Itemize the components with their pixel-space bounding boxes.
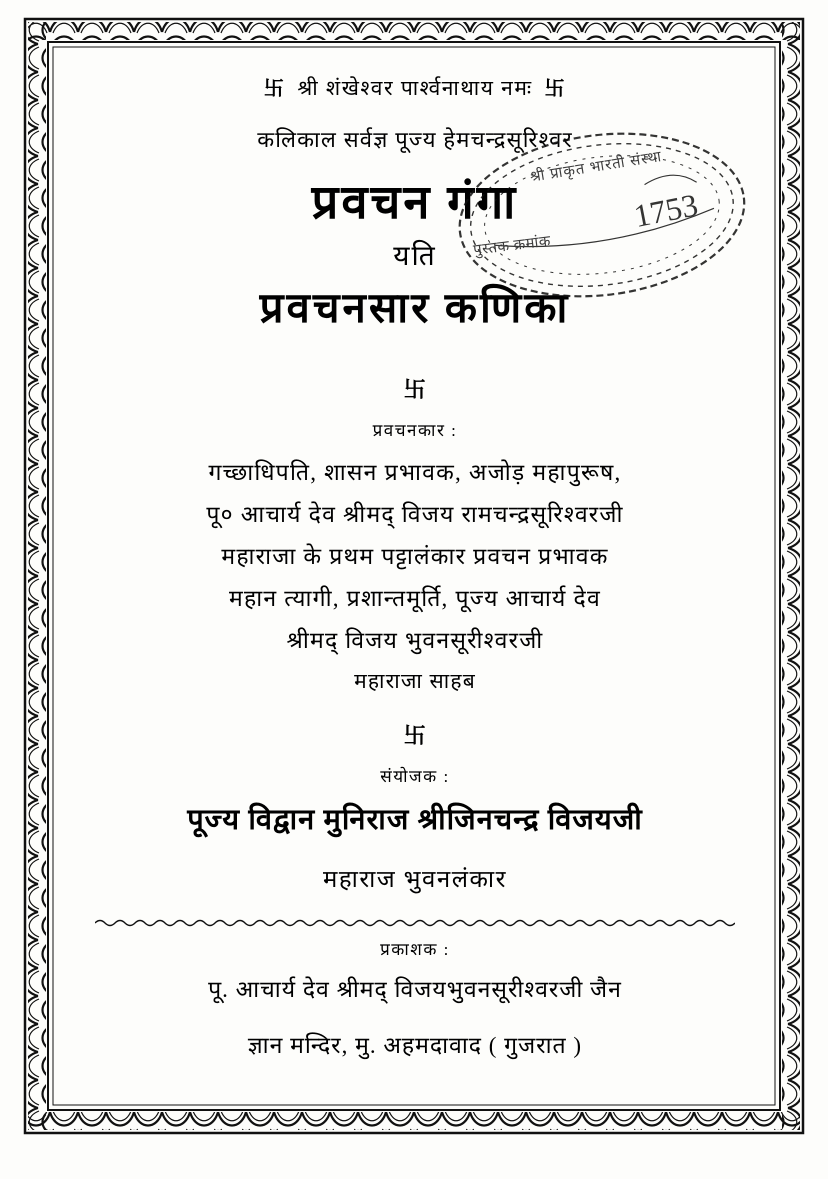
discourser-line: गच्छाधिपति, शासन प्रभावक, अजोड़ महापुरूष,: [208, 460, 622, 485]
page-subtitle: प्रवचनसार कणिका: [259, 286, 571, 332]
compiler-name: पूज्य विद्वान मुनिराज श्रीजिनचन्द्र विजयजी: [187, 804, 643, 836]
swastik-icon-separator-2: 卐: [403, 724, 427, 749]
wavy-divider: [95, 917, 735, 929]
stamp-organization: श्री प्राकृत भारती संस्था: [528, 149, 664, 186]
compiler-subtitle: महाराज भुवनलंकार: [323, 867, 507, 893]
discourser-line: पू० आचार्य देव श्रीमद् विजय रामचन्द्रसूरिश्वरजी: [206, 502, 624, 527]
publisher-label: प्रकाशक :: [380, 940, 450, 959]
discourser-line: महाराजा के प्रथम पट्टालंकार प्रवचन प्रभावक: [221, 544, 609, 569]
compiler-label: संयोजक :: [380, 767, 450, 786]
title-middle-word: यति: [393, 241, 437, 272]
swastik-icon-right: 卐: [544, 76, 567, 100]
swastik-icon-left: 卐: [263, 76, 286, 100]
discourser-label: प्रवचनकार :: [372, 421, 458, 440]
page-content: [70, 50, 760, 1110]
swastik-icon-separator-1: 卐: [403, 378, 427, 403]
discourser-line: महाराजा साहब: [354, 669, 476, 693]
stamp-accession-number: 1753: [630, 186, 701, 234]
invocation-line: [70, 72, 760, 102]
publisher-line-1: पू. आचार्य देव श्रीमद् विजयभुवनसूरीश्वरजी जैन: [208, 977, 622, 1002]
guru-line: कलिकाल सर्वज्ञ पूज्य हेमचन्द्रसूरिश्वर: [257, 127, 573, 152]
discourser-line: महान त्यागी, प्रशान्तमूर्ति, पूज्य आचार्य देव: [229, 586, 601, 611]
publisher-line-2: ज्ञान मन्दिर, मु. अहमदावाद ( गुजरात ): [247, 1033, 583, 1058]
discourser-line: श्रीमद् विजय भुवनसूरीश्वरजी: [286, 628, 544, 653]
invocation-text: श्री शंखेश्वर पार्श्वनाथाय नमः: [297, 76, 533, 100]
stamp-label: पुस्तक क्रमांक: [472, 233, 552, 259]
page-title: प्रवचन गंगा: [311, 177, 519, 229]
